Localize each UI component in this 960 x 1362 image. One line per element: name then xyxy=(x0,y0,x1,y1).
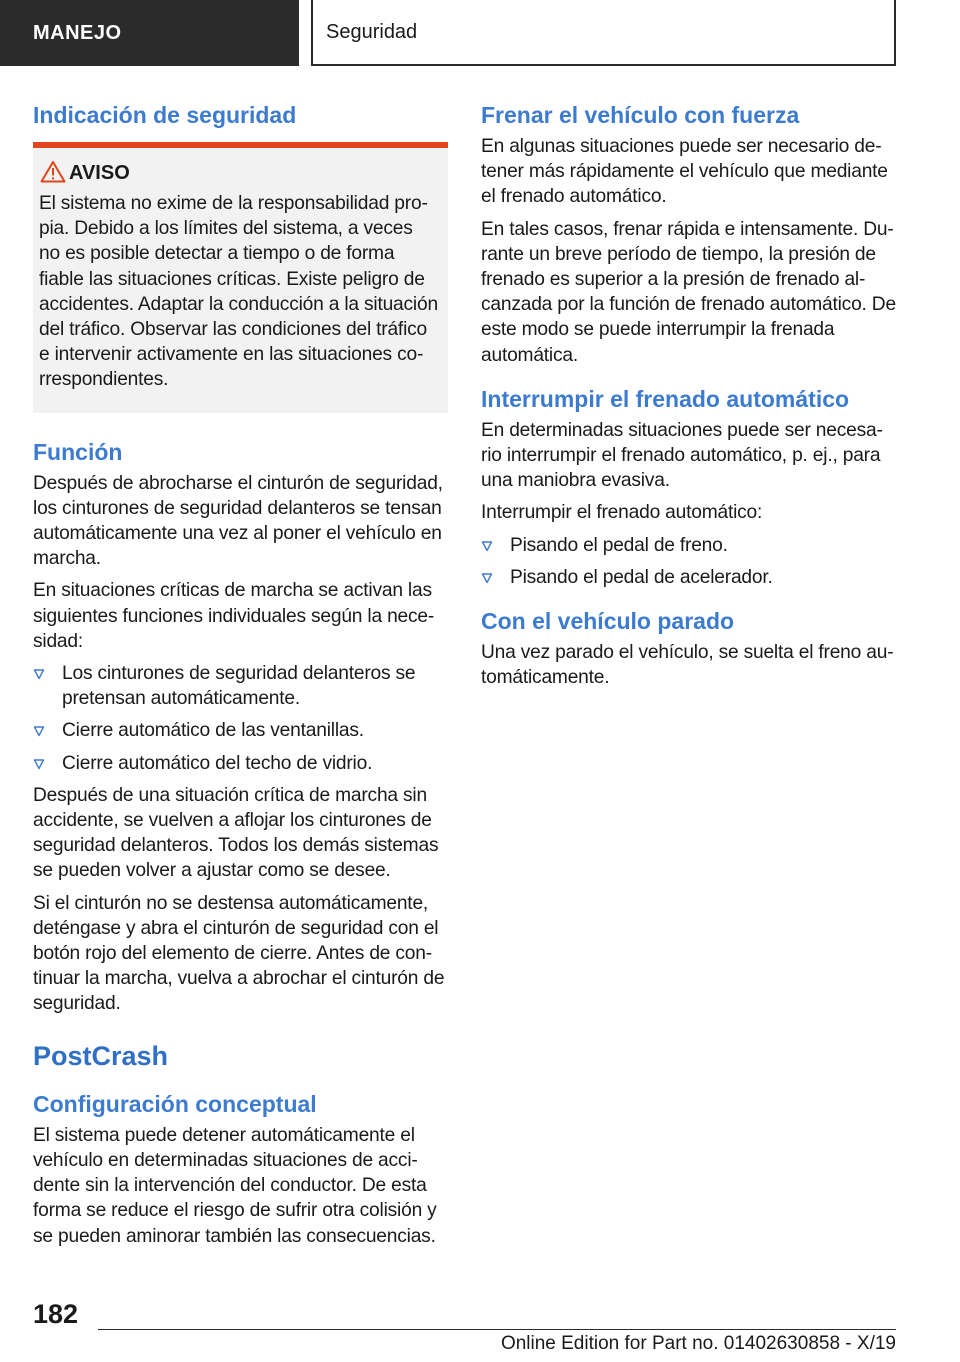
section-tab xyxy=(311,0,896,66)
frenar-paragraph-2: En tales casos, frenar rápida e intensamente. Durante un breve período de tiempo, la presión de frenado es superior a la presión de frenado alcanzada por la función de frenado automático. De este modo se puede interrumpir la frenada automática. xyxy=(481,218,896,366)
triangle-bullet-icon xyxy=(33,668,45,680)
heading-configuracion: Configuración conceptual xyxy=(33,1090,317,1117)
warning-header xyxy=(39,162,438,185)
chapter-label: MANEJO xyxy=(33,21,122,44)
interrumpir-paragraph-2: Interrumpir el frenado automático: xyxy=(481,502,763,524)
heading-funcion: Función xyxy=(33,438,123,465)
chapter-tab xyxy=(0,0,299,66)
warning-title: AVISO xyxy=(69,162,130,184)
funcion-paragraph-4: Si el cinturón no se destensa automáticamente, deténgase y abra el cinturón de seguridad con el botón rojo del elemento de cierre. Antes de continuar la marcha, vuelva a abrochar el cinturón de seguridad. xyxy=(33,892,445,1015)
list-item: Los cinturones de seguridad delanteros se pretensan automáticamente. xyxy=(33,661,448,711)
triangle-bullet-icon xyxy=(481,572,493,584)
heading-parado: Con el vehículo parado xyxy=(481,608,735,635)
warning-triangle-icon xyxy=(40,160,66,183)
funcion-paragraph-2: En situaciones críticas de marcha se activan las siguientes funciones individuales según la necesidad: xyxy=(33,580,435,652)
page-header xyxy=(0,0,960,66)
heading-interrumpir: Interrumpir el frenado automático xyxy=(481,385,850,412)
funcion-paragraph-1: Después de abrocharse el cinturón de seguridad, los cinturones de seguridad delanteros se tensan automáticamente una vez al poner el vehículo en marcha. xyxy=(33,472,443,570)
frenar-paragraph-1: En algunas situaciones puede ser necesario detener más rápidamente el vehículo que mediante el frenado automático. xyxy=(481,136,888,208)
right-column xyxy=(481,100,896,697)
section-label: Seguridad xyxy=(326,20,418,43)
left-column xyxy=(33,100,448,1256)
warning-text: El sistema no exime de la responsabilidad propia. Debido a los límites del sistema, a veces no es posible detectar a tiempo o de forma fiable las situaciones críticas. Existe peligro de accidentes. Adaptar la conducción a la situación del tráfico. Observar las condiciones del tráfico e intervenir activamente en las situaciones correspondientes. xyxy=(39,193,438,391)
page-number: 182 xyxy=(33,1299,79,1329)
warning-box xyxy=(33,142,448,413)
triangle-bullet-icon xyxy=(481,540,493,552)
footer-divider xyxy=(98,1329,896,1330)
interrumpir-paragraph-1: En determinadas situaciones puede ser necesario interrumpir el frenado automático, p. ej., para una maniobra evasiva. xyxy=(481,419,883,492)
list-item: Pisando el pedal de freno. xyxy=(481,533,896,558)
edition-label: Online Edition for Part no. 01402630858 - X/19 xyxy=(500,1333,896,1354)
triangle-bullet-icon xyxy=(33,758,45,770)
list-item: Cierre automático del techo de vidrio. xyxy=(33,751,448,776)
funcion-list xyxy=(33,661,448,776)
heading-frenar: Frenar el vehículo con fuerza xyxy=(481,102,800,128)
triangle-bullet-icon xyxy=(33,725,45,737)
funcion-paragraph-3: Después de una situación crítica de marcha sin accidente, se vuelven a aflojar los cinturones de seguridad delanteros. Todos los demás sistemas se pueden volver a ajustar como se desee. xyxy=(33,784,439,882)
heading-indicacion: Indicación de seguridad xyxy=(33,102,297,128)
config-paragraph-1: El sistema puede detener automáticamente el vehículo en determinadas situaciones de accidente sin la intervención del conductor. De esta forma se reduce el riesgo de sufrir otra colisión y se pueden aminorar también las consecuencias. xyxy=(33,1124,437,1247)
parado-paragraph-1: Una vez parado el vehículo, se suelta el freno automáticamente. xyxy=(481,642,894,689)
heading-postcrash: PostCrash xyxy=(33,1040,169,1071)
interrumpir-list xyxy=(481,533,896,590)
list-item: Cierre automático de las ventanillas. xyxy=(33,718,448,743)
list-item: Pisando el pedal de acelerador. xyxy=(481,565,896,590)
